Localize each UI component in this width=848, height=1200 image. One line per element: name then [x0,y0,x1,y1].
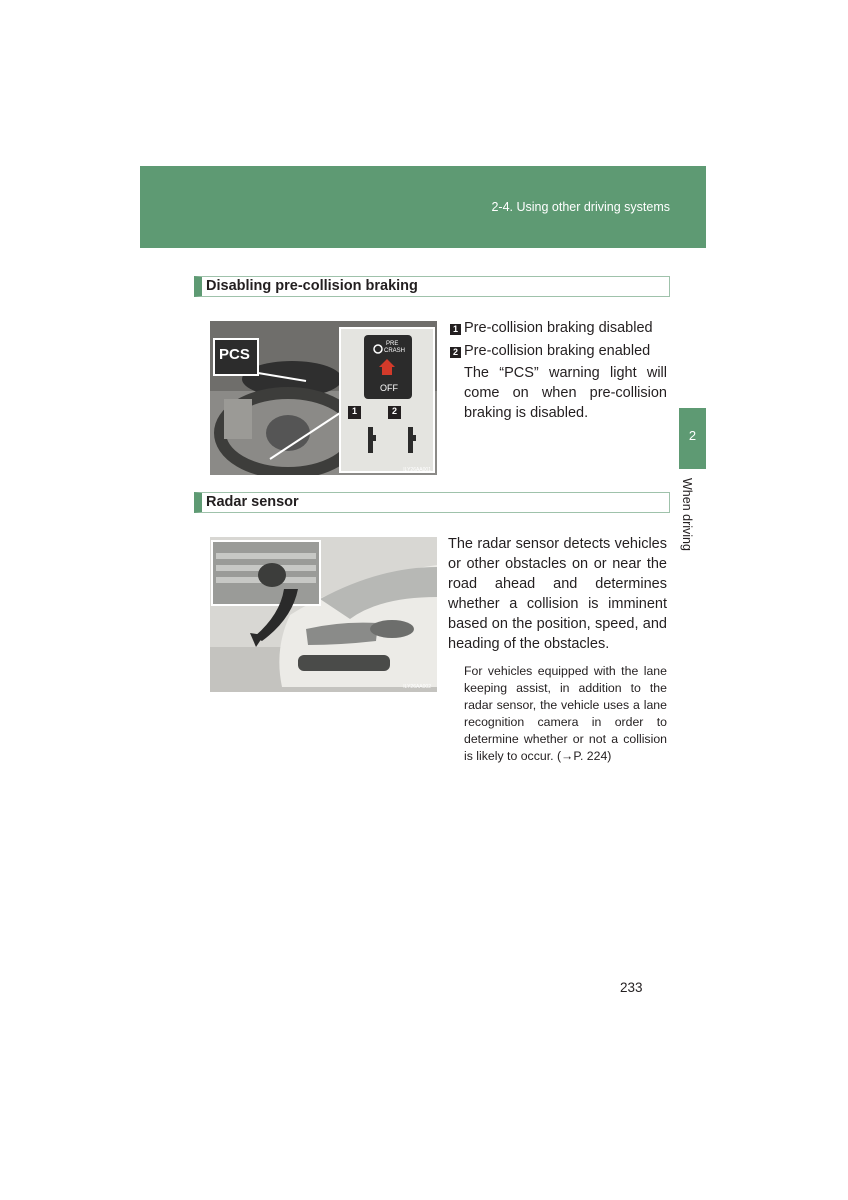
radar-paragraph: The radar sensor detects vehicles or other obstacles on or near the road ahead and determines whether a collision is imminent based on the position, speed, and heading of the obstacles. [448,536,667,652]
pcs-indicator-label: PCS [219,346,250,363]
header-band [140,166,706,248]
chapter-name: When driving [680,478,694,551]
pcs-note: The “PCS” warning light will come on when pre-collision braking is disabled. [464,365,667,421]
callout-1: 1 [352,406,358,416]
figure-code: ILY26AA001 [403,467,431,473]
figure-code: ILY26AA002 [403,684,431,690]
radar-sensor-illustration [210,537,437,692]
lane-camera-note: For vehicles equipped with the lane keeping assist, in addition to the radar sensor, the vehicle uses a lane recognition camera in order to determine whether or not a collision is likely to occur. (→P. 224) [464,664,667,763]
chapter-tab [679,408,706,469]
section-heading-text: Disabling pre-collision braking [206,278,418,294]
switch-label-pre: PRE [386,341,399,347]
pcs-switch-illustration [210,321,437,475]
section-heading-radar [194,492,670,513]
pcs-switch-figure [210,321,437,475]
radar-sensor-figure [210,537,437,692]
callout-number: 1 [450,324,461,335]
callout-number: 2 [450,347,461,358]
callout-2: 2 [392,406,398,416]
list-item [450,341,650,361]
switch-label-off: OFF [380,383,398,393]
list-item-text: Pre-collision braking disabled [464,320,653,336]
page-number: 233 [620,980,643,995]
chapter-number: 2 [688,428,697,443]
section-heading-disabling [194,276,670,297]
chapter-name-container [680,478,702,558]
list-item-text: Pre-collision braking enabled [464,343,651,359]
section-title: 2-4. Using other driving systems [491,200,670,214]
list-item [450,318,653,338]
switch-label-crash: CRASH [384,348,406,354]
section-heading-text: Radar sensor [206,494,299,510]
